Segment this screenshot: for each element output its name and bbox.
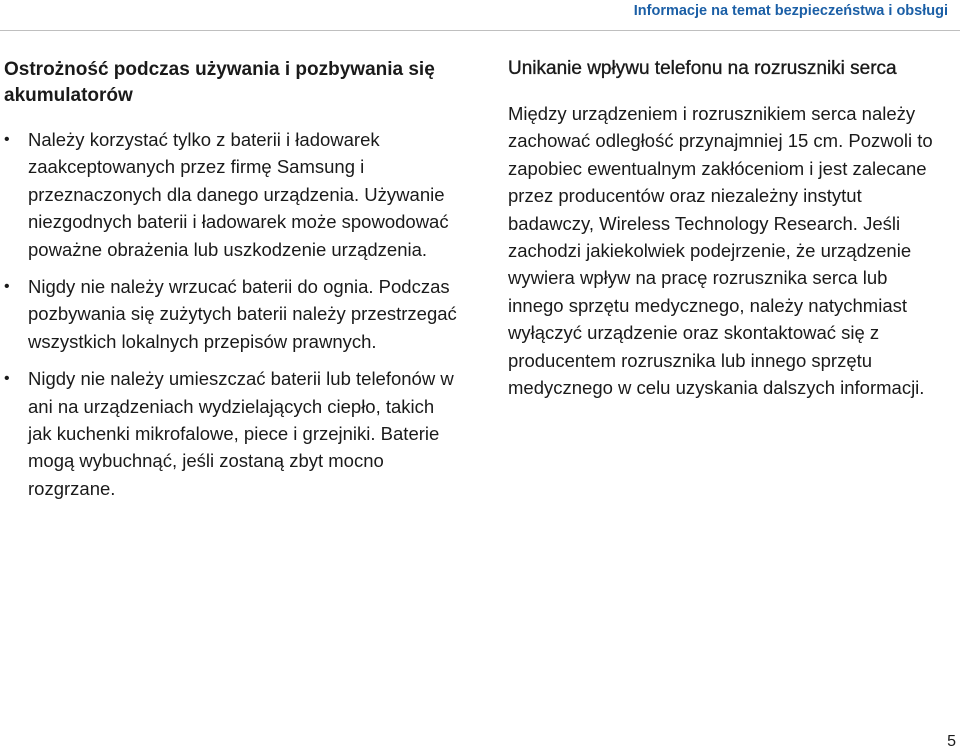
list-item: • Należy korzystać tylko z baterii i ładowarek zaakceptowanych przez firmę Samsung i przeznaczonych dla danego urządzenia. Używanie niezgodnych baterii i ładowarek może spowodować poważne obrażenia lub uszkodzenie urządzenia.	[4, 126, 459, 263]
list-item: • Nigdy nie należy wrzucać baterii do ognia. Podczas pozbywania się zużytych baterii należy przestrzegać wszystkich lokalnych przepisów prawnych.	[4, 273, 459, 355]
header-divider	[0, 30, 960, 31]
page-number: 5	[947, 733, 956, 750]
list-item: • Nigdy nie należy umieszczać baterii lub telefonów w ani na urządzeniach wydzielających ciepło, takich jak kuchenki mikrofalowe, piece i grzejniki. Baterie mogą wybuchnąć, jeśli zostaną zbyt mocno rozgrzane.	[4, 365, 459, 502]
pacemaker-body: Między urządzeniem i rozrusznikiem serca należy zachować odległość przynajmniej 15 cm. Pozwoli to zapobiec ewentualnym zakłóceniom i jest zalecane przez producentów oraz niezależny instytut badawczy, Wireless Technology Research. Jeśli zachodzi jakiekolwiek podejrzenie, że urządzenie wywiera wpływ na pracę rozrusznika serca lub innego sprzętu medycznego, należy natychmiast wyłączyć urządzenie oraz skontaktować się z producentem rozrusznika lub innego sprzętu medycznego w celu uzyskania dalszych informacji.	[508, 103, 933, 399]
battery-safety-list	[4, 126, 459, 502]
battery-safety-title: Ostrożność podczas używania i pozbywania się akumulatorów	[4, 59, 435, 106]
pacemaker-section	[508, 56, 948, 401]
running-header-title: Informacje na temat bezpieczeństwa i obsługi	[633, 3, 948, 19]
battery-safety-section	[4, 57, 459, 512]
pacemaker-title: Unikanie wpływu telefonu na rozruszniki serca	[508, 58, 897, 79]
